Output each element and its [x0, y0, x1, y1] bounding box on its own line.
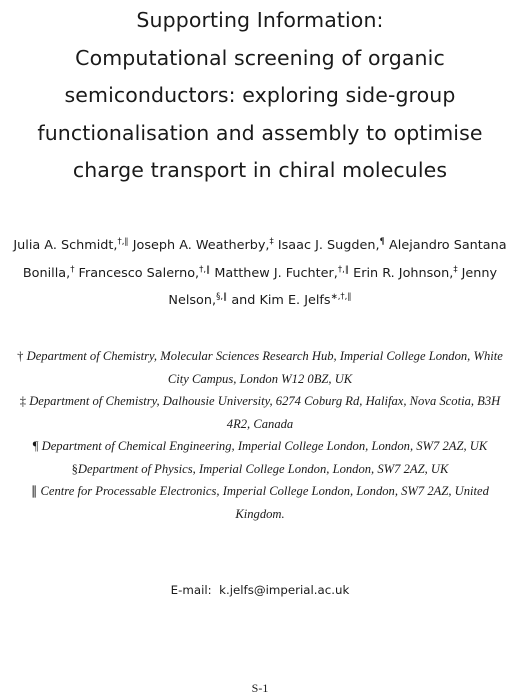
author-line-1: [0, 232, 520, 260]
email-address[interactable]: k.jelfs@imperial.ac.uk: [219, 583, 350, 597]
corresponding-email: [0, 580, 520, 600]
affiliation-text: Department of Physics, Imperial College London, London, SW7 2AZ, UK: [77, 461, 449, 476]
author-name: Nelson,: [168, 293, 217, 308]
title-line-5: charge transport in chiral molecules: [72, 158, 448, 182]
author-list: [0, 232, 520, 315]
affiliation-line: [0, 503, 520, 526]
title-line-4: functionalisation and assembly to optimise: [37, 120, 483, 145]
author-affiliation-marks: †,∥: [117, 237, 129, 247]
affiliation-text: 4R2, Canada: [226, 416, 294, 431]
affiliation-text: Department of Chemistry, Dalhousie University, 6274 Coburg Rd, Halifax, Nova Scotia, B3H: [29, 394, 501, 408]
affiliation-text: Kingdom.: [235, 506, 285, 521]
affiliation-mark: ‡: [19, 394, 27, 408]
author-name: Francesco Salerno,: [78, 265, 200, 281]
affiliation-line: [0, 480, 520, 503]
author-name: Erin R. Johnson,: [353, 265, 454, 281]
affiliation-line: [0, 458, 520, 481]
paper-title: [0, 2, 520, 190]
title-line-2: Computational screening of organic: [75, 45, 445, 70]
author-affiliation-marks: ‡: [269, 237, 274, 247]
author-name: Matthew J. Fuchter,: [214, 265, 338, 281]
title-line-3: semiconductors: exploring side-group: [64, 83, 456, 107]
author-name: and Kim E. Jelfs: [231, 293, 331, 308]
affiliation-line: [0, 413, 520, 436]
affiliation-mark: †: [17, 349, 24, 363]
affiliation-text: City Campus, London W12 0BZ, UK: [167, 371, 353, 386]
affiliation-text: Centre for Processable Electronics, Imperial College London, London, SW7 2AZ, United: [40, 484, 489, 498]
author-affiliation-marks: ∗,†,∥: [330, 292, 352, 302]
affiliation-line: [0, 435, 520, 458]
affiliation-mark: ∥: [31, 484, 38, 498]
author-name: Joseph A. Weatherby,: [132, 238, 270, 253]
affiliation-text: Department of Chemical Engineering, Imperial College London, London, SW7 2AZ, UK: [41, 439, 488, 453]
author-name: Bonilla,: [22, 265, 71, 281]
email-label: E-mail:: [170, 583, 212, 597]
author-affiliation-marks: †: [70, 264, 75, 275]
affiliation-text: Department of Chemistry, Molecular Sciences Research Hub, Imperial College London, White: [26, 349, 503, 363]
page-number: S-1: [251, 681, 269, 695]
affiliation-list: [0, 345, 520, 525]
title-line-1: Supporting Information:: [136, 8, 384, 32]
author-name: Alejandro Santana: [389, 238, 507, 253]
author-name: Isaac J. Sugden,: [277, 238, 380, 253]
author-affiliation-marks: ¶: [379, 237, 385, 247]
author-affiliation-marks: §,∥: [216, 292, 228, 302]
affiliation-mark: §: [71, 461, 78, 476]
author-affiliation-marks: ‡: [453, 264, 458, 275]
affiliation-mark: ¶: [32, 439, 39, 453]
author-line-3: [0, 287, 520, 315]
affiliation-line: [0, 345, 520, 368]
affiliation-line: [0, 368, 520, 391]
author-name: Jenny: [461, 265, 498, 281]
author-affiliation-marks: †,∥: [199, 264, 211, 275]
author-name: Julia A. Schmidt,: [13, 238, 118, 253]
affiliation-line: [0, 390, 520, 413]
author-affiliation-marks: †,∥: [337, 264, 350, 275]
author-line-2: [0, 260, 520, 288]
